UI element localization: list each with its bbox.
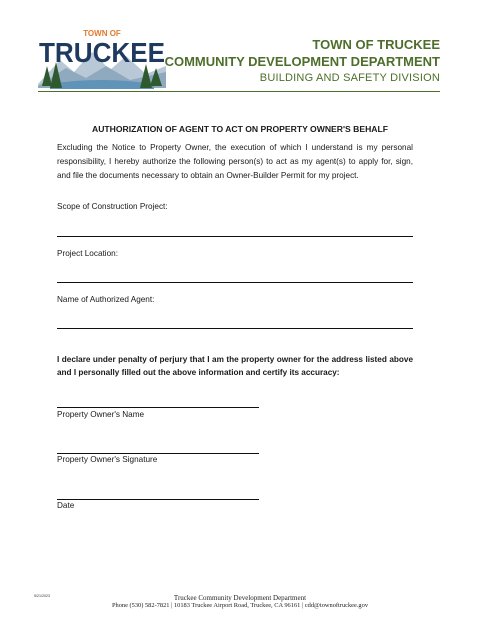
footer-organization: Truckee Community Development Department	[173, 594, 307, 602]
logo-wordmark: TRUCKEE	[39, 37, 165, 68]
footer-contact-info: Phone (530) 582-7821 | 10183 Truckee Airport Road, Truckee, CA 96161 | cdd@townoftruckee.gov	[111, 602, 369, 609]
owner-signature-label: Property Owner's Signature	[57, 455, 158, 464]
declaration-text: I declare under penalty of perjury that I am the property owner for the address listed above and I personally filled out the above information and certify its accuracy:	[57, 355, 413, 377]
footer-revision-date: 5/21/2023	[34, 594, 50, 598]
header-town-name: TOWN OF TRUCKEE	[312, 37, 440, 52]
truckee-logo-graphic	[36, 26, 168, 90]
header-department-name: COMMUNITY DEVELOPMENT DEPARTMENT	[164, 54, 440, 69]
owner-signature-line[interactable]	[57, 453, 259, 454]
scope-line[interactable]	[57, 236, 413, 237]
date-label: Date	[57, 501, 75, 510]
owner-name-line[interactable]	[57, 407, 259, 408]
agent-label: Name of Authorized Agent:	[57, 295, 155, 304]
intro-paragraph: Excluding the Notice to Property Owner, the execution of which I understand is my personal responsibility, I hereby authorize the following person(s) to act as my agent(s) to apply for, sign, and file the documents necessary to obtain an Owner-Builder Permit for my project.	[57, 143, 413, 180]
truckee-logo	[36, 26, 168, 90]
location-line[interactable]	[57, 282, 413, 283]
scope-label: Scope of Construction Project:	[57, 202, 168, 211]
document-title: AUTHORIZATION OF AGENT TO ACT ON PROPERTY OWNER'S BEHALF	[92, 124, 388, 134]
logo-top-text: TOWN OF	[83, 29, 121, 38]
header-divider	[38, 91, 440, 92]
agent-line[interactable]	[57, 328, 413, 329]
owner-name-label: Property Owner's Name	[57, 410, 145, 419]
header-division-name: BUILDING AND SAFETY DIVISION	[259, 72, 440, 84]
location-label: Project Location:	[57, 249, 118, 258]
date-line[interactable]	[57, 499, 259, 500]
